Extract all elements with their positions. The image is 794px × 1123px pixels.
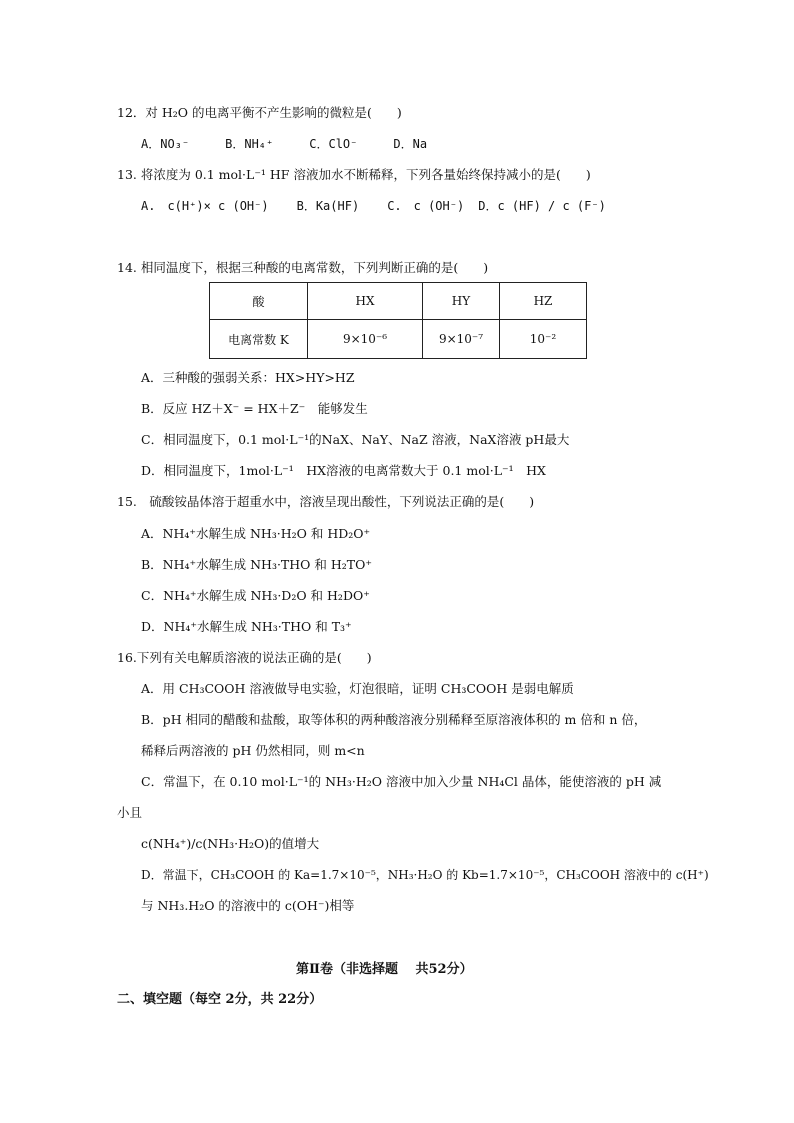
q15-option-a: A．NH₄⁺水解生成 NH₃·H₂O 和 HD₂O⁺ bbox=[141, 526, 371, 541]
q14-stem: 14. 相同温度下，根据三种酸的电离常数，下列判断正确的是( ) bbox=[117, 260, 489, 275]
q14-option-d: D．相同温度下，1mol·L⁻¹ HX溶液的电离常数大于 0.1 mol·L⁻¹ HX bbox=[141, 463, 546, 478]
q13-stem: 13. 将浓度为 0.1 mol·L⁻¹ HF 溶液加水不断稀释，下列各量始终保持减小的是( ) bbox=[117, 167, 591, 182]
table-cell-k-hx: 9×10⁻⁶ bbox=[308, 320, 423, 359]
q16-option-a: A．用 CH₃COOH 溶液做导电实验，灯泡很暗，证明 CH₃COOH 是弱电解质 bbox=[141, 681, 574, 696]
q13-option-b: B．Ka(HF) bbox=[296, 199, 360, 213]
q12-options bbox=[141, 136, 463, 152]
q13-options bbox=[141, 198, 606, 214]
q16-option-c-line2: 小且 bbox=[117, 805, 143, 820]
q12-option-b: B．NH₄⁺ bbox=[225, 137, 274, 151]
q16-option-c-line3: c(NH₄⁺)/c(NH₃·H₂O)的值增大 bbox=[141, 836, 320, 851]
q15-option-c: C．NH₄⁺水解生成 NH₃·D₂O 和 H₂DO⁺ bbox=[141, 588, 370, 603]
q16-option-c-line1: C．常温下，在 0.10 mol·L⁻¹的 NH₃·H₂O 溶液中加入少量 NH₄Cl 晶体，能使溶液的 pH 减 bbox=[141, 774, 662, 789]
q16-option-b-line1: B．pH 相同的醋酸和盐酸，取等体积的两种酸溶液分别稀释至原溶液体积的 m 倍和 n 倍， bbox=[141, 712, 647, 727]
ionization-constant-table bbox=[209, 282, 587, 359]
table-cell-k-hz: 10⁻² bbox=[500, 320, 587, 359]
q14-option-b: B．反应 HZ＋X⁻ = HX＋Z⁻ 能够发生 bbox=[141, 401, 368, 416]
q12-stem: 12．对 H₂O 的电离平衡不产生影响的微粒是( ) bbox=[117, 105, 402, 120]
q16-option-b-line2: 稀释后两溶液的 pH 仍然相同，则 m<n bbox=[141, 743, 365, 758]
q16-option-d-line1: D．常温下，CH₃COOH 的 Ka=1.7×10⁻⁵，NH₃·H₂O 的 Kb=1.7×10⁻⁵，CH₃COOH 溶液中的 c(H⁺) bbox=[141, 868, 709, 882]
q15-option-b: B．NH₄⁺水解生成 NH₃·THO 和 H₂TO⁺ bbox=[141, 557, 372, 572]
q13-option-a: A. c(H⁺)× c (OH⁻) bbox=[141, 199, 269, 213]
table-header-acid: 酸 bbox=[210, 283, 308, 320]
fill-in-section-heading: 二、填空题（每空 2分，共 22分） bbox=[117, 992, 323, 1007]
q15-option-d: D．NH₄⁺水解生成 NH₃·THO 和 T₃⁺ bbox=[141, 619, 352, 634]
table-header-hz: HZ bbox=[500, 283, 587, 320]
q13-option-d: D．c (HF) / c (F⁻) bbox=[478, 199, 606, 213]
table-cell-k-hy: 9×10⁻⁷ bbox=[423, 320, 500, 359]
q14-option-a: A．三种酸的强弱关系：HX>HY>HZ bbox=[141, 370, 355, 385]
table-cell-k-label: 电离常数 K bbox=[210, 320, 308, 359]
part-two-title: 第Ⅱ卷（非选择题 共52分） bbox=[296, 962, 473, 977]
table-header-hx: HX bbox=[308, 283, 423, 320]
table-header-hy: HY bbox=[423, 283, 500, 320]
q12-option-c: C．ClO⁻ bbox=[309, 137, 358, 151]
q16-option-d-line2: 与 NH₃.H₂O 的溶液中的 c(OH⁻)相等 bbox=[141, 898, 355, 913]
q15-stem: 15. 硫酸铵晶体溶于超重水中，溶液呈现出酸性，下列说法正确的是( ) bbox=[117, 494, 535, 509]
q13-option-c: C. c (OH⁻) bbox=[387, 199, 465, 213]
q16-stem: 16.下列有关电解质溶液的说法正确的是( ) bbox=[117, 650, 372, 665]
q12-option-d: D．Na bbox=[393, 137, 428, 151]
q14-option-c: C．相同温度下，0.1 mol·L⁻¹的NaX、NaY、NaZ 溶液，NaX溶液 pH最大 bbox=[141, 432, 570, 447]
q12-option-a: A．NO₃⁻ bbox=[141, 137, 190, 151]
